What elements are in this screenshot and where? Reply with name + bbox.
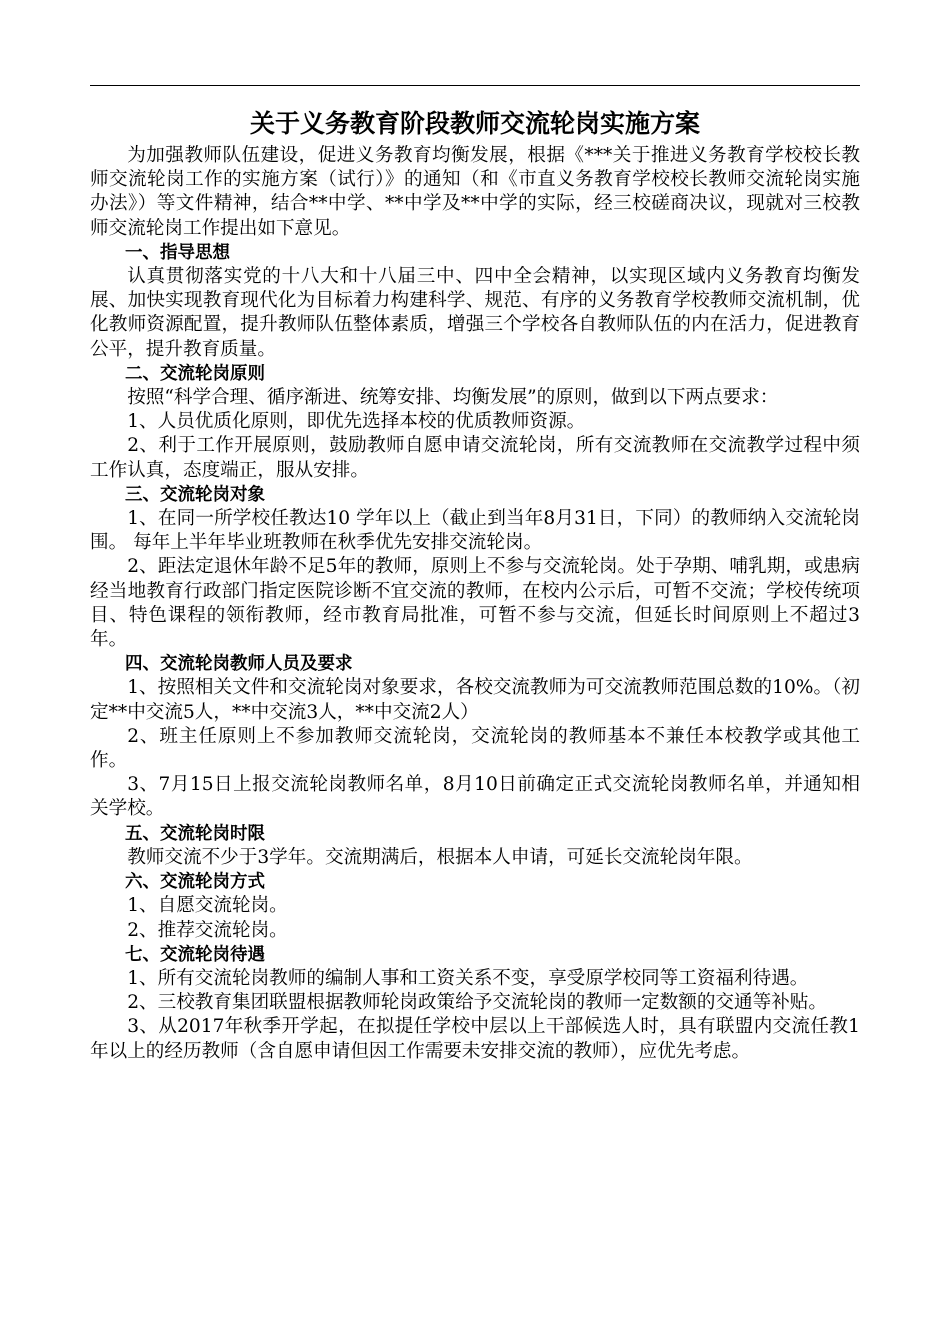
section-heading: 七、交流轮岗待遇 bbox=[125, 944, 265, 965]
paragraph: 1、所有交流轮岗教师的编制人事和工资关系不变，享受原学校同等工资福利待遇。 bbox=[127, 967, 809, 989]
section-heading: 六、交流轮岗方式 bbox=[125, 872, 265, 893]
document-title: 关于义务教育阶段教师交流轮岗实施方案 bbox=[249, 109, 700, 138]
paragraph: 2、利于工作开展原则，鼓励教师自愿申请交流轮岗，所有交流教师在交流教学过程中须工作认真，态度端正，服从安排。 bbox=[90, 435, 860, 481]
paragraph: 为加强教师队伍建设，促进义务教育均衡发展，根据《***关于推进义务教育学校校长教师交流轮岗工作的实施方案（试行）》的通知（和《市直义务教育学校校长教师交流轮岗实施办法》）等文件精神，结合**中学、**中学及**中学的实际，经三校磋商决议，现就对三校教师交流轮岗工作提出如下意见。 bbox=[90, 145, 860, 239]
section-heading: 二、交流轮岗原则 bbox=[125, 363, 265, 384]
document-body bbox=[90, 144, 860, 1064]
section-heading: 五、交流轮岗时限 bbox=[125, 823, 265, 844]
paragraph: 2、距法定退休年龄不足5年的教师，原则上不参与交流轮岗。处于孕期、哺乳期，或患病经当地教育行政部门指定医院诊断不宜交流的教师，在校内公示后，可暂不交流；学校传统项目、特色课程的领衔教师，经市教育局批准，可暂不参与交流，但延长时间原则上不超过3年。 bbox=[90, 556, 860, 651]
section-heading: 三、交流轮岗对象 bbox=[125, 484, 265, 505]
paragraph: 2、三校教育集团联盟根据教师轮岗政策给予交流轮岗的教师一定数额的交通等补贴。 bbox=[127, 992, 827, 1014]
paragraph: 1、自愿交流轮岗。 bbox=[127, 895, 288, 917]
section-heading: 四、交流轮岗教师人员及要求 bbox=[125, 654, 353, 675]
paragraph: 2、推荐交流轮岗。 bbox=[127, 919, 288, 941]
paragraph: 2、班主任原则上不参加教师交流轮岗，交流轮岗的教师基本不兼任本校教学或其他工作。 bbox=[90, 725, 860, 772]
paragraph: 3、7月15日上报交流轮岗教师名单，8月10日前确定正式交流轮岗教师名单，并通知相关学校。 bbox=[90, 774, 860, 820]
section-heading: 一、指导思想 bbox=[125, 242, 230, 263]
header-rule bbox=[90, 85, 860, 86]
paragraph: 3、从2017年秋季开学起，在拟提任学校中层以上干部候选人时，具有联盟内交流任教1年以上的经历教师（含自愿申请但因工作需要未安排交流的教师），应优先考虑。 bbox=[90, 1016, 860, 1062]
paragraph: 按照“科学合理、循序渐进、统筹安排、均衡发展”的原则，做到以下两点要求： bbox=[127, 387, 779, 409]
paragraph: 教师交流不少于3学年。交流期满后，根据本人申请，可延长交流轮岗年限。 bbox=[127, 846, 753, 868]
paragraph: 认真贯彻落实党的十八大和十八届三中、四中全会精神，以实现区域内义务教育均衡发展、加快实现教育现代化为目标着力构建科学、规范、有序的义务教育学校教师交流机制，优化教师资源配置，提升教师队伍整体素质，增强三个学校各自教师队伍的内在活力，促进教育公平，提升教育质量。 bbox=[90, 266, 860, 360]
paragraph: 1、人员优质化原则，即优先选择本校的优质教师资源。 bbox=[127, 411, 586, 433]
paragraph: 1、按照相关文件和交流轮岗对象要求，各校交流教师为可交流教师范围总数的10%。（初定**中交流5人，**中交流3人，**中交流2人） bbox=[90, 677, 860, 723]
paragraph: 1、在同一所学校任教达10 学年以上（截止到当年8月31日，下同）的教师纳入交流轮岗围。 每年上半年毕业班教师在秋季优先安排交流轮岗。 bbox=[90, 508, 860, 554]
